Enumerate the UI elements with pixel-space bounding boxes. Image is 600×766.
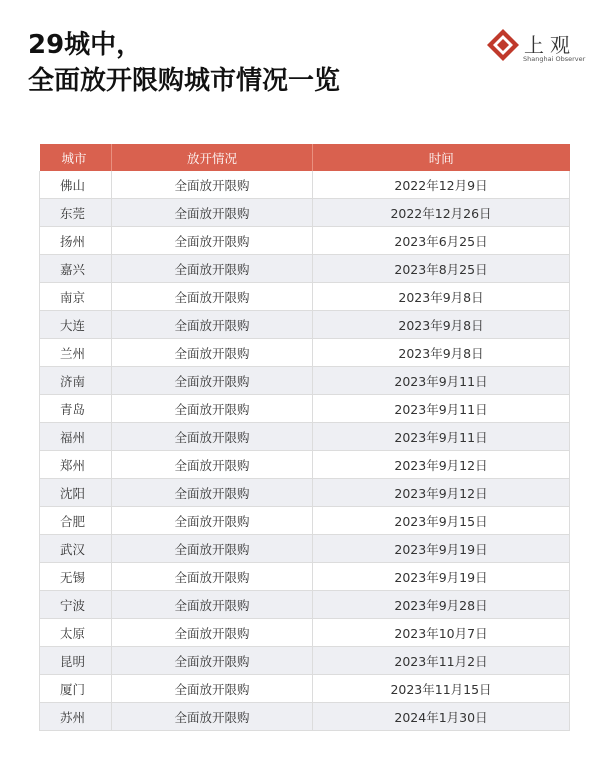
cell-status: 全面放开限购 bbox=[112, 703, 313, 731]
cell-status: 全面放开限购 bbox=[112, 591, 313, 619]
table-header-row bbox=[40, 144, 570, 171]
cell-status: 全面放开限购 bbox=[112, 563, 313, 591]
cell-date: 2023年9月11日 bbox=[313, 395, 570, 423]
header-date: 时间 bbox=[313, 144, 570, 171]
cell-city: 郑州 bbox=[40, 451, 112, 479]
table-row bbox=[40, 563, 570, 591]
cell-date: 2023年11月2日 bbox=[313, 647, 570, 675]
cell-city: 武汉 bbox=[40, 535, 112, 563]
cell-city: 青岛 bbox=[40, 395, 112, 423]
table-row bbox=[40, 283, 570, 311]
cell-date: 2024年1月30日 bbox=[313, 703, 570, 731]
cell-status: 全面放开限购 bbox=[112, 339, 313, 367]
table-row bbox=[40, 171, 570, 199]
cell-status: 全面放开限购 bbox=[112, 647, 313, 675]
cell-status: 全面放开限购 bbox=[112, 367, 313, 395]
cell-date: 2023年10月7日 bbox=[313, 619, 570, 647]
cell-date: 2023年9月11日 bbox=[313, 367, 570, 395]
cell-status: 全面放开限购 bbox=[112, 675, 313, 703]
logo-text-zh: 上观 bbox=[524, 33, 576, 57]
cell-date: 2023年11月15日 bbox=[313, 675, 570, 703]
cell-status: 全面放开限购 bbox=[112, 283, 313, 311]
table-row bbox=[40, 703, 570, 731]
table-row bbox=[40, 647, 570, 675]
title-line-2: 全面放开限购城市情况一览 bbox=[28, 66, 341, 96]
cell-city: 苏州 bbox=[40, 703, 112, 731]
cell-date: 2023年9月19日 bbox=[313, 535, 570, 563]
cell-date: 2023年9月12日 bbox=[313, 451, 570, 479]
cell-status: 全面放开限购 bbox=[112, 451, 313, 479]
cell-status: 全面放开限购 bbox=[112, 423, 313, 451]
cell-city: 昆明 bbox=[40, 647, 112, 675]
table-row bbox=[40, 339, 570, 367]
header-city: 城市 bbox=[40, 144, 112, 171]
cell-status: 全面放开限购 bbox=[112, 311, 313, 339]
cell-city: 东莞 bbox=[40, 199, 112, 227]
cell-date: 2023年9月19日 bbox=[313, 563, 570, 591]
shanghai-observer-logo bbox=[486, 28, 586, 68]
cell-status: 全面放开限购 bbox=[112, 395, 313, 423]
cell-status: 全面放开限购 bbox=[112, 507, 313, 535]
cell-city: 太原 bbox=[40, 619, 112, 647]
cell-status: 全面放开限购 bbox=[112, 227, 313, 255]
cell-status: 全面放开限购 bbox=[112, 479, 313, 507]
cell-date: 2023年9月8日 bbox=[313, 283, 570, 311]
table-row bbox=[40, 255, 570, 283]
cell-date: 2023年9月11日 bbox=[313, 423, 570, 451]
page-title bbox=[28, 27, 340, 99]
cell-city: 无锡 bbox=[40, 563, 112, 591]
cell-city: 福州 bbox=[40, 423, 112, 451]
cell-status: 全面放开限购 bbox=[112, 619, 313, 647]
cell-date: 2023年9月8日 bbox=[313, 311, 570, 339]
table-row bbox=[40, 367, 570, 395]
table-body bbox=[40, 171, 570, 731]
logo-text-en: Shanghai Observer bbox=[523, 55, 586, 63]
table-row bbox=[40, 311, 570, 339]
cell-city: 大连 bbox=[40, 311, 112, 339]
cell-status: 全面放开限购 bbox=[112, 535, 313, 563]
cell-city: 济南 bbox=[40, 367, 112, 395]
cell-city: 合肥 bbox=[40, 507, 112, 535]
cell-city: 佛山 bbox=[40, 171, 112, 199]
cell-date: 2023年6月25日 bbox=[313, 227, 570, 255]
cell-city: 嘉兴 bbox=[40, 255, 112, 283]
cell-date: 2022年12月26日 bbox=[313, 199, 570, 227]
logo-icon bbox=[486, 28, 520, 62]
table-row bbox=[40, 479, 570, 507]
table-row bbox=[40, 619, 570, 647]
table-row bbox=[40, 535, 570, 563]
table-row bbox=[40, 395, 570, 423]
cell-status: 全面放开限购 bbox=[112, 255, 313, 283]
header-status: 放开情况 bbox=[112, 144, 313, 171]
table-row bbox=[40, 507, 570, 535]
cell-city: 宁波 bbox=[40, 591, 112, 619]
cell-date: 2023年9月12日 bbox=[313, 479, 570, 507]
cell-date: 2023年9月8日 bbox=[313, 339, 570, 367]
cell-date: 2023年9月15日 bbox=[313, 507, 570, 535]
table-row bbox=[40, 227, 570, 255]
table-row bbox=[40, 451, 570, 479]
cell-city: 沈阳 bbox=[40, 479, 112, 507]
cell-date: 2023年9月28日 bbox=[313, 591, 570, 619]
cell-status: 全面放开限购 bbox=[112, 199, 313, 227]
cell-status: 全面放开限购 bbox=[112, 171, 313, 199]
cell-city: 南京 bbox=[40, 283, 112, 311]
cell-city: 兰州 bbox=[40, 339, 112, 367]
cell-city: 厦门 bbox=[40, 675, 112, 703]
cell-city: 扬州 bbox=[40, 227, 112, 255]
city-restriction-table bbox=[39, 144, 570, 731]
cell-date: 2022年12月9日 bbox=[313, 171, 570, 199]
cell-date: 2023年8月25日 bbox=[313, 255, 570, 283]
table-row bbox=[40, 199, 570, 227]
title-line-1: 29城中， bbox=[28, 30, 143, 60]
table-row bbox=[40, 591, 570, 619]
table-row bbox=[40, 675, 570, 703]
table-row bbox=[40, 423, 570, 451]
